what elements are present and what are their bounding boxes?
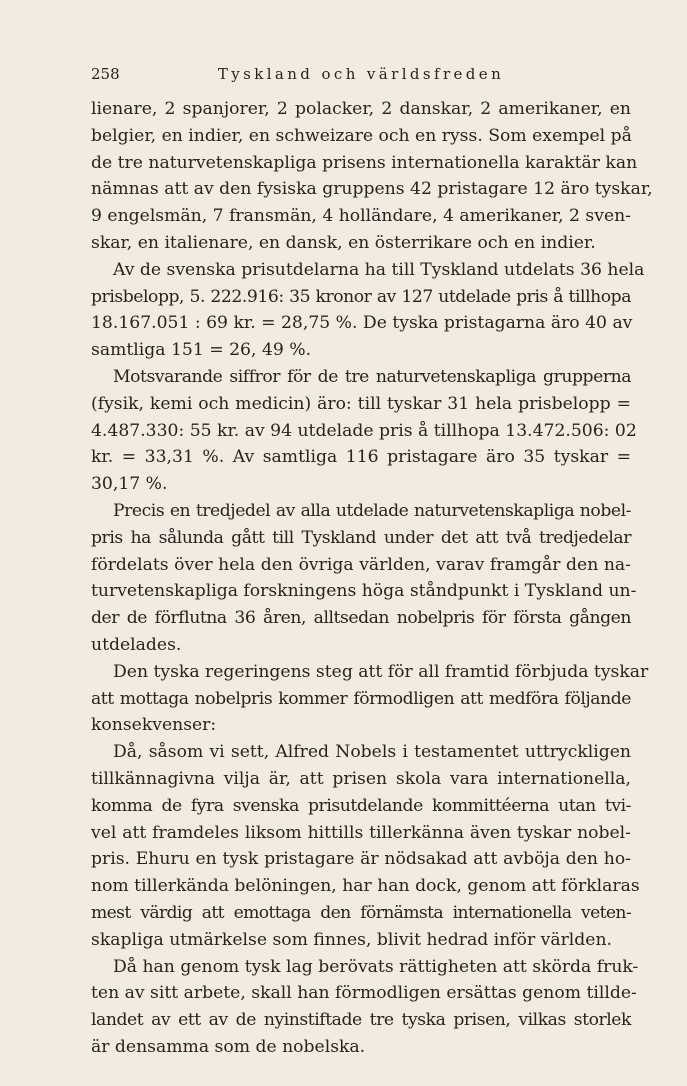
text-line: 4.487.330: 55 kr. av 94 utdelade pris å tillhopa 13.472.506: 02 — [91, 420, 637, 441]
text-line: nämnas att av den fysiska gruppens 42 pristagare 12 äro tyskar, — [91, 179, 653, 200]
text-line: tillkännagivna vilja är, att prisen skola vara internationella, — [91, 768, 631, 789]
text-line: Då, såsom vi sett, Alfred Nobels i testamentet uttryckligen — [113, 742, 631, 763]
text-line: samtliga 151 = 26, 49 %. — [91, 340, 312, 361]
text-line: komma de fyra svenska prisutdelande kommittéerna utan tvi- — [91, 795, 631, 816]
text-line: lienare, 2 spanjorer, 2 polacker, 2 danskar, 2 amerikaner, en — [91, 99, 631, 119]
text-line: ten av sitt arbete, skall han förmodligen ersättas genom tillde- — [91, 983, 637, 1004]
text-line: mest värdig att emottaga den förnämsta internationella veten- — [91, 902, 631, 923]
text-line: kr. = 33,31 %. Av samtliga 116 pristagare äro 35 tyskar = — [91, 447, 631, 468]
text-line: prisbelopp, 5. 222.916: 35 kronor av 127 utdelade pris å tillhopa — [91, 286, 631, 307]
text-line: 9 engelsmän, 7 fransmän, 4 holländare, 4 amerikaner, 2 sven- — [91, 206, 631, 227]
text-line: 30,17 %. — [91, 474, 168, 495]
text-line: nom tillerkända belöningen, har han dock, genom att förklaras — [91, 876, 640, 897]
text-line: Den tyska regeringens steg att för all framtid förbjuda tyskar — [113, 661, 649, 682]
text-line: Precis en tredjedel av alla utdelade naturvetenskapliga nobel- — [113, 500, 631, 521]
text-line: belgier, en indier, en schweizare och en ryss. Som exempel på — [91, 125, 632, 146]
text-line: (fysik, kemi och medicin) äro: till tyskar 31 hela prisbelopp = — [91, 393, 631, 414]
text-line: skar, en italienare, en dansk, en österrikare och en indier. — [91, 232, 596, 253]
text-line: skapliga utmärkelse som finnes, blivit hedrad inför världen. — [91, 929, 612, 950]
page-header — [91, 65, 631, 89]
text-line: de tre naturvetenskapliga prisens internationella karaktär kan — [91, 152, 638, 173]
body-text — [91, 96, 653, 1061]
text-line: utdelades. — [91, 634, 182, 655]
page-number: 258 — [91, 65, 120, 83]
text-line: der de förflutna 36 åren, alltsedan nobelpris för första gången — [91, 608, 631, 629]
text-line: 18.167.051 : 69 kr. = 28,75 %. De tyska pristagarna äro 40 av — [91, 313, 633, 334]
text-line: är densamma som de nobelska. — [91, 1036, 366, 1057]
text-line: Av de svenska prisutdelarna ha till Tyskland utdelats 36 hela — [113, 259, 645, 280]
text-line: pris ha sålunda gått till Tyskland under det att två tredjedelar — [91, 527, 631, 548]
text-line: landet av ett av de nyinstiftade tre tyska prisen, vilkas storlek — [91, 1010, 631, 1031]
text-line: konsekvenser: — [91, 715, 217, 736]
text-line: fördelats över hela den övriga världen, varav framgår den na- — [91, 554, 631, 575]
text-line: att mottaga nobelpris kommer förmodligen att medföra följande — [91, 688, 631, 709]
text-line: Motsvarande siffror för de tre naturvetenskapliga grupperna — [113, 366, 631, 387]
text-line: turvetenskapliga forskningens höga ståndpunkt i Tyskland un- — [91, 581, 637, 602]
running-title: Tyskland och världsfreden — [217, 65, 505, 83]
text-line: pris. Ehuru en tysk pristagare är nödsakad att avböja den ho- — [91, 849, 631, 870]
text-line: Då han genom tysk lag berövats rättigheten att skörda fruk- — [113, 956, 639, 977]
text-line: vel att framdeles liksom hittills tillerkänna även tyskar nobel- — [91, 822, 631, 843]
